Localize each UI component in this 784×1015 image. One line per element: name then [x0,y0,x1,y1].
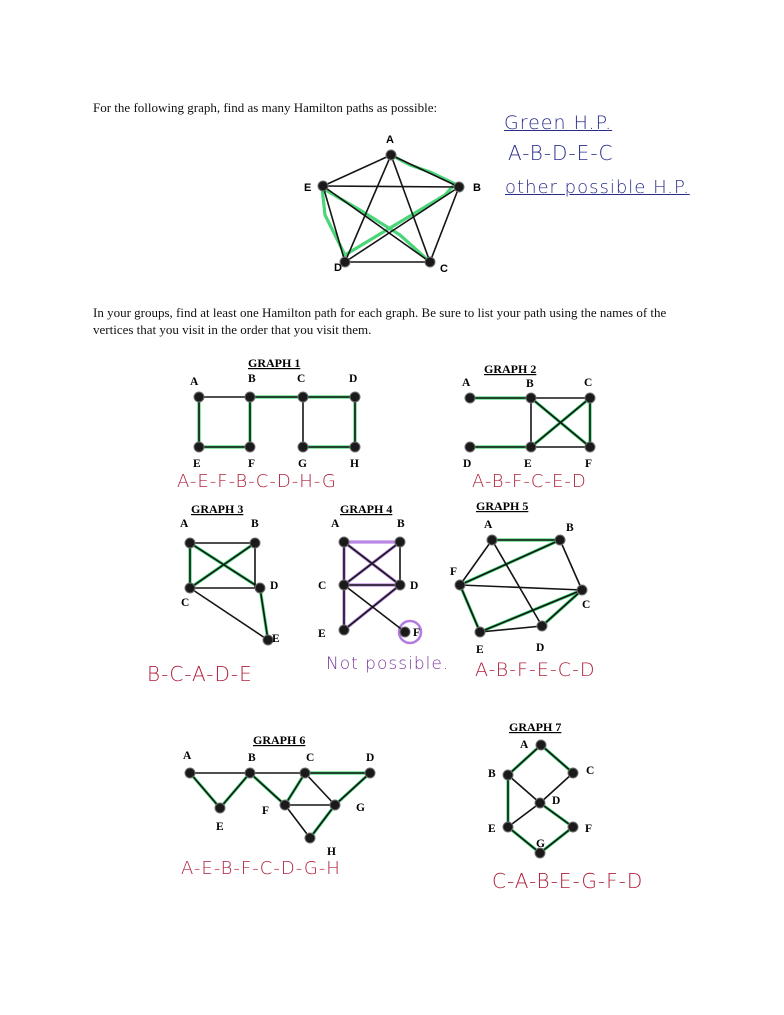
graph-1-label-b: B [248,373,256,385]
graph-6-label-h: H [327,846,336,858]
graph-5-vertex-a [487,535,497,545]
graph-2-label-b: B [526,378,534,390]
graph-6-vertex-d [365,768,375,778]
graph-7-vertex-c [568,768,578,778]
graph-5-title: GRAPH 5 [476,499,529,513]
pentagon-label-a: A [386,134,394,146]
graph-2 [462,362,595,470]
graph-6-label-f: F [262,805,270,817]
graph-6-label-d: D [366,752,375,764]
graph-1-vertex-e [194,442,204,452]
graph-2-vertex-e [526,442,536,452]
graph-7-answer: C-A-B-E-G-F-D [492,869,644,893]
pentagon-vertex-c [425,257,435,267]
graph-7-label-f: F [585,823,593,835]
green-hp-path: A-B-D-E-C [508,141,614,165]
graph-7-vertex-d [535,798,545,808]
graph-5-vertex-d [537,621,547,631]
graph-5-label-c: C [582,599,591,611]
question-2-text: In your groups, find at least one Hamilton path for each graph. Be sure to list your path using the names of the vertices that you visit in the order that you visit them. [93,305,667,337]
graph-5-label-d: D [536,642,545,654]
graph-4-answer: Not possible. [326,654,450,674]
graph-5-vertex-f [455,580,465,590]
graph-1-label-f: F [248,458,256,470]
graph-7-label-b: B [488,768,496,780]
graph-6-vertex-b [245,768,255,778]
graph-1 [190,356,360,470]
graph-1-label-e: E [193,458,201,470]
graph-2-label-c: C [584,377,593,389]
graph-2-vertex-a [465,393,475,403]
pentagon-label-b: B [473,182,481,194]
graph-3-label-e: E [272,633,280,645]
graph-6 [183,733,375,858]
graph-4-label-f: F [413,627,421,639]
graph-1-vertex-c [298,392,308,402]
graph-6-label-c: C [306,752,315,764]
graph-3-title: GRAPH 3 [191,502,244,516]
graph-7-vertex-a [536,740,546,750]
graph-5-vertex-e [475,627,485,637]
graph-7-label-c: C [586,765,595,777]
graph-6-vertex-f [280,800,290,810]
graph-3-vertex-d [255,583,265,593]
graph-1-answer: A-E-F-B-C-D-H-G [177,471,337,492]
graph-1-label-d: D [349,373,358,385]
graph-6-answer: A-E-B-F-C-D-G-H [181,858,341,879]
graph-6-label-b: B [248,752,256,764]
graph-2-answer: A-B-F-C-E-D [472,471,587,492]
pentagon-vertex-b [454,182,464,192]
graph-1-vertex-d [350,392,360,402]
graph-1-vertex-h [350,442,360,452]
pentagon-vertex-a [386,150,396,160]
graph-4-label-c: C [318,580,327,592]
pentagon-label-d: D [334,262,342,274]
graph-3-label-c: C [181,597,190,609]
graph-5-vertex-c [577,585,587,595]
graph-6-title: GRAPH 6 [253,733,306,747]
graph-3-answer: B-C-A-D-E [147,662,253,686]
graph-4-vertex-e [339,625,349,635]
graph-2-vertex-b [526,393,536,403]
graph-1-vertex-a [194,392,204,402]
graph-2-label-d: D [463,458,472,470]
graph-5 [450,499,590,656]
graph-3-vertex-a [185,538,195,548]
graph-1-title: GRAPH 1 [248,356,301,370]
graph-7-title: GRAPH 7 [509,720,562,734]
graph-2-label-f: F [585,458,593,470]
graph-3-vertex-c [185,583,195,593]
graph-1-vertex-g [298,442,308,452]
graph-6-label-e: E [216,821,224,833]
graph-2-vertex-d [465,442,475,452]
graph-3-label-a: A [180,518,189,530]
graph-5-label-f: F [450,566,458,578]
graph-6-vertex-e [215,803,225,813]
graph-7-label-g: G [536,838,545,850]
graph-4-label-b: B [397,518,405,530]
graph-2-label-e: E [524,458,532,470]
graph-4-vertex-f [400,627,410,637]
graph-3-label-d: D [270,580,279,592]
graph-6-label-a: A [183,750,192,762]
graph-5-label-a: A [484,519,493,531]
graph-2-vertex-c [585,393,595,403]
other-hp-heading: other possible H.P. [505,177,690,198]
graph-4-vertex-c [339,580,349,590]
graph-4-label-a: A [331,518,340,530]
graph-4-label-d: D [410,580,419,592]
graph-7 [488,720,594,858]
graph-2-label-a: A [462,377,471,389]
graph-4-title: GRAPH 4 [340,502,393,516]
graph-1-label-h: H [350,458,359,470]
graph-7-label-e: E [488,823,496,835]
graph-1-vertex-b [245,392,255,402]
graph-5-label-e: E [476,644,484,656]
graph-7-label-d: D [552,795,561,807]
graph-6-label-g: G [356,802,365,814]
pentagon-label-e: E [304,182,312,194]
graph-5-answer: A-B-F-E-C-D [475,659,596,681]
graph-1-vertex-f [245,442,255,452]
graph-2-vertex-f [585,442,595,452]
graph-3 [180,502,280,645]
graph-5-vertex-b [555,535,565,545]
graph-4-vertex-b [395,537,405,547]
pentagon-vertex-e [318,181,328,191]
question-1-text: For the following graph, find as many Hamilton paths as possible: [93,100,438,115]
graph-1-label-c: C [297,373,306,385]
graph-7-vertex-e [503,822,513,832]
graph-6-vertex-g [330,800,340,810]
graph-1-label-a: A [190,376,199,388]
graph-7-vertex-f [568,822,578,832]
graph-1-label-g: G [298,458,307,470]
graph-2-title: GRAPH 2 [484,362,537,376]
graph-7-vertex-b [503,770,513,780]
graph-4-label-e: E [318,628,326,640]
pentagon-label-c: C [440,263,448,275]
green-hp-heading: Green H.P. [504,112,613,134]
graph-4 [318,502,421,643]
graph-7-label-a: A [520,739,529,751]
pentagon-graph [304,134,481,275]
graph-4-vertex-d [395,580,405,590]
graph-6-vertex-a [185,768,195,778]
graph-3-vertex-b [250,538,260,548]
graph-6-vertex-h [305,833,315,843]
graph-5-label-b: B [566,522,574,534]
graph-4-vertex-a [339,537,349,547]
graph-3-label-b: B [251,518,259,530]
graph-6-vertex-c [300,768,310,778]
